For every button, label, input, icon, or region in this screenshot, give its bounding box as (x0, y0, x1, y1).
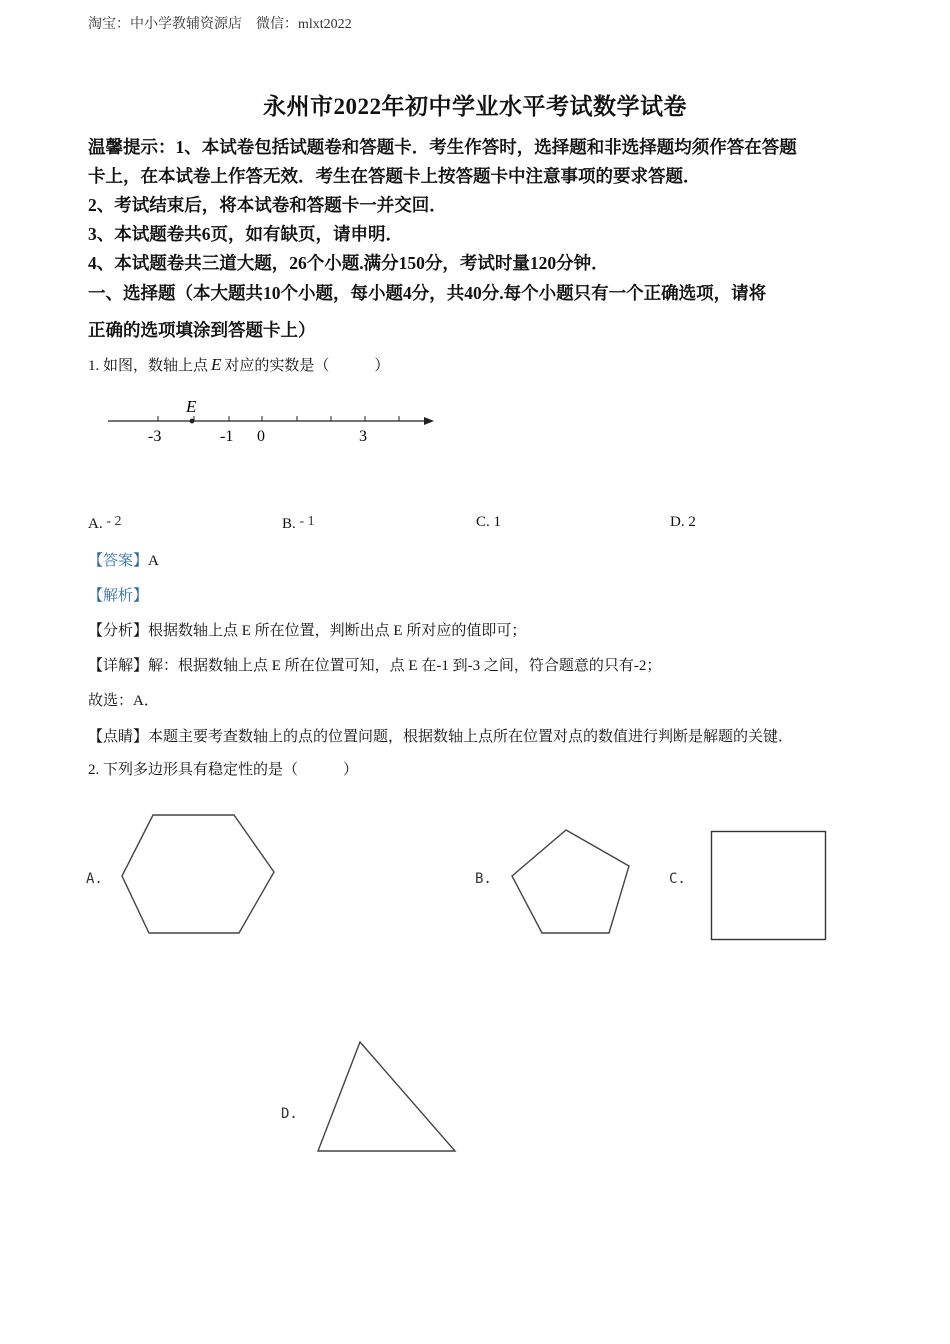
tick-label-minus-1: -1 (220, 428, 234, 445)
tick-label-0: 0 (257, 428, 265, 445)
notice-line-1: 温馨提示：1、本试卷包括试题卷和答题卡．考生作答时，选择题和非选择题均须作答在答题 (88, 137, 797, 157)
q1-stem (88, 354, 878, 375)
q1-stem-variable: E (211, 355, 222, 374)
q1-stem-prefix: 1. 如图，数轴上点 (88, 358, 209, 374)
q1-option-c (476, 514, 501, 531)
q1-option-c-label: C. (476, 514, 490, 530)
point-e-marker (190, 419, 195, 424)
analysis-tag: 【解析】 (88, 588, 149, 604)
triangle-figure (314, 1038, 460, 1156)
answer-tag: 【答案】 (88, 553, 149, 569)
page-title: 永州市2022年初中学业水平考试数学试卷 (263, 94, 687, 119)
section-heading-line-2: 正确的选项填涂到答题卡上） (88, 320, 316, 340)
q1-option-d-value: 2 (688, 514, 696, 530)
header-source: 淘宝：中小学教辅资源店 微信：mlxt2022 (88, 17, 352, 32)
q1-stem-suffix: 对应的实数是（ ） (224, 358, 390, 374)
notice-line-2: 卡上，在本试卷上作答无效．考生在答题卡上按答题卡中注意事项的要求答题． (88, 166, 701, 186)
number-line-arrow (424, 417, 434, 425)
pentagon-figure (508, 826, 634, 938)
q2-option-a-label: A. (86, 871, 103, 887)
q1-analysis-xiangjie: 【详解】解：根据数轴上点 E 所在位置可知，点 E 在-1 到-3 之间，符合题意的只有-2； (88, 658, 662, 674)
tick-label-minus-3: -3 (148, 428, 162, 445)
square-figure (708, 828, 832, 944)
notice-line-4: 3、本试题卷共6页，如有缺页，请申明． (88, 224, 403, 244)
tick-label-3: 3 (359, 428, 367, 445)
q1-analysis-fenxi: 【分析】根据数轴上点 E 所在位置，判断出点 E 所对应的值即可； (88, 623, 527, 639)
point-e-label: E (186, 397, 197, 416)
q2-option-b-label: B. (475, 871, 492, 887)
number-line-figure (100, 392, 445, 452)
q1-dianjing: 【点睛】本题主要考查数轴上的点的位置问题，根据数轴上点所在位置对点的数值进行判断是解题的关键． (88, 729, 794, 745)
q1-option-a-value: - 2 (106, 514, 122, 529)
q2-option-c-label: C. (669, 871, 686, 887)
q2-option-d-label: D. (281, 1106, 298, 1122)
q1-option-a-label: A. (88, 516, 103, 532)
notice-line-3: 2、考试结束后，将本试卷和答题卡一并交回． (88, 195, 447, 215)
q1-option-b-value: - 1 (299, 514, 315, 529)
q2-stem: 2. 下列多边形具有稳定性的是（ ） (88, 762, 359, 778)
notice-line-5: 4、本试题卷共三道大题，26个小题.满分150分，考试时量120分钟． (88, 253, 609, 273)
q1-conclusion: 故选：A． (88, 693, 159, 709)
q1-option-c-value: 1 (493, 514, 502, 530)
q1-option-a (88, 514, 122, 533)
q1-option-d (670, 514, 696, 531)
hexagon-figure (118, 812, 280, 938)
q1-option-d-label: D. (670, 514, 685, 530)
q1-answer (88, 549, 159, 570)
answer-value: A (148, 553, 159, 569)
q1-option-b (282, 514, 315, 533)
section-heading-line-1: 一、选择题（本大题共10个小题，每小题4分，共40分.每个小题只有一个正确选项，请将 (88, 283, 767, 303)
q1-option-b-label: B. (282, 516, 296, 532)
